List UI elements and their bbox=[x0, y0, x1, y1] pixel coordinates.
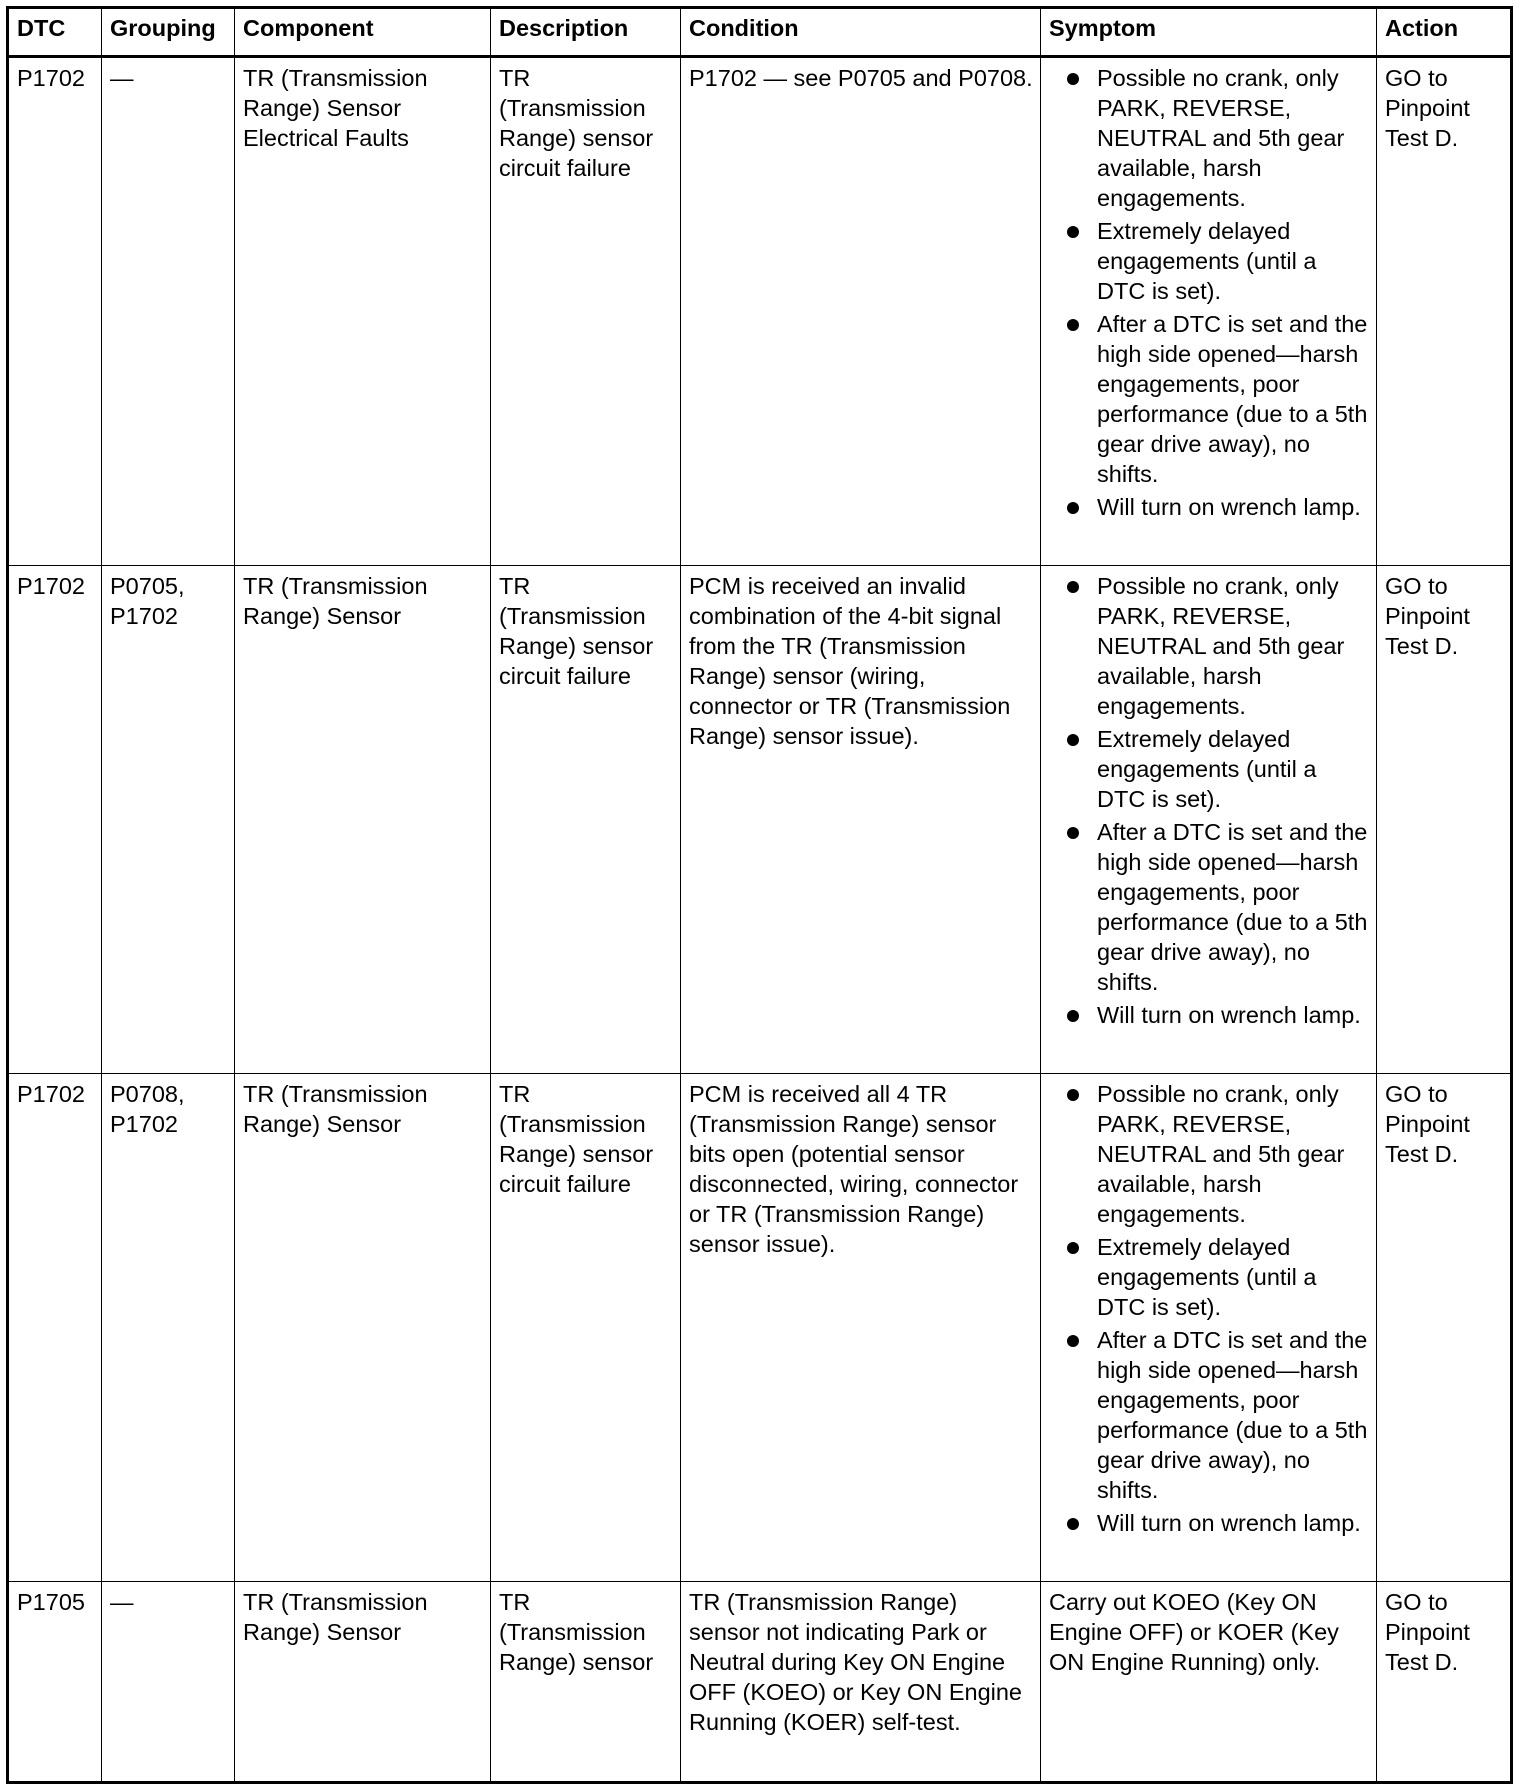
symptom-item bbox=[1049, 309, 1369, 489]
bullet-icon bbox=[1067, 827, 1079, 839]
bullet-icon bbox=[1067, 1518, 1079, 1530]
header-component: Component bbox=[235, 8, 491, 57]
symptom-item bbox=[1049, 724, 1369, 814]
description-cell: TR (Transmission Range) sensor circuit failure bbox=[491, 566, 681, 1074]
symptom-text: After a DTC is set and the high side opened—harsh engagements, poor performance (due to a 5th gear drive away), no shifts. bbox=[1097, 819, 1368, 995]
bullet-icon bbox=[1067, 1010, 1079, 1022]
component-cell: TR (Transmission Range) Sensor Electrical Faults bbox=[235, 57, 491, 566]
bullet-icon bbox=[1067, 581, 1079, 593]
symptom-cell bbox=[1041, 1074, 1377, 1582]
condition-cell: PCM is received all 4 TR (Transmission Range) sensor bits open (potential sensor disconnected, wiring, connector or TR (Transmission Range) sensor issue). bbox=[681, 1074, 1041, 1582]
symptom-item bbox=[1049, 1000, 1369, 1030]
condition-cell: TR (Transmission Range) sensor not indicating Park or Neutral during Key ON Engine OFF (KOEO) or Key ON Engine Running (KOER) self-test. bbox=[681, 1582, 1041, 1783]
description-cell: TR (Transmission Range) sensor bbox=[491, 1582, 681, 1783]
grouping-cell: — bbox=[102, 57, 235, 566]
bullet-icon bbox=[1067, 319, 1079, 331]
symptom-item bbox=[1049, 1325, 1369, 1505]
table-header bbox=[8, 8, 1512, 57]
grouping-cell: P0705, P1702 bbox=[102, 566, 235, 1074]
symptom-text: Possible no crank, only PARK, REVERSE, NEUTRAL and 5th gear available, harsh engagements. bbox=[1097, 573, 1345, 719]
table-row bbox=[8, 566, 1512, 1074]
header-description: Description bbox=[491, 8, 681, 57]
table-row bbox=[8, 57, 1512, 566]
bullet-icon bbox=[1067, 1089, 1079, 1101]
symptom-item bbox=[1049, 1232, 1369, 1322]
symptom-text: Possible no crank, only PARK, REVERSE, NEUTRAL and 5th gear available, harsh engagements. bbox=[1097, 65, 1345, 211]
action-cell: GO to Pinpoint Test D. bbox=[1377, 566, 1512, 1074]
condition-cell: P1702 — see P0705 and P0708. bbox=[681, 57, 1041, 566]
component-cell: TR (Transmission Range) Sensor bbox=[235, 566, 491, 1074]
dtc-cell: P1705 bbox=[8, 1582, 102, 1783]
symptom-list bbox=[1049, 63, 1369, 522]
header-row bbox=[8, 8, 1512, 57]
description-cell: TR (Transmission Range) sensor circuit failure bbox=[491, 57, 681, 566]
table-body bbox=[8, 57, 1512, 1783]
symptom-text: After a DTC is set and the high side opened—harsh engagements, poor performance (due to a 5th gear drive away), no shifts. bbox=[1097, 311, 1368, 487]
symptom-item bbox=[1049, 1508, 1369, 1538]
symptom-text: Possible no crank, only PARK, REVERSE, NEUTRAL and 5th gear available, harsh engagements. bbox=[1097, 1081, 1345, 1227]
symptom-text: Extremely delayed engagements (until a DTC is set). bbox=[1097, 1234, 1317, 1320]
symptom-text: Will turn on wrench lamp. bbox=[1097, 1002, 1361, 1028]
symptom-item bbox=[1049, 1079, 1369, 1229]
header-condition: Condition bbox=[681, 8, 1041, 57]
action-cell: GO to Pinpoint Test D. bbox=[1377, 1074, 1512, 1582]
symptom-item bbox=[1049, 492, 1369, 522]
symptom-cell bbox=[1041, 566, 1377, 1074]
component-cell: TR (Transmission Range) Sensor bbox=[235, 1582, 491, 1783]
bullet-icon bbox=[1067, 734, 1079, 746]
symptom-text: Extremely delayed engagements (until a DTC is set). bbox=[1097, 218, 1317, 304]
header-symptom: Symptom bbox=[1041, 8, 1377, 57]
symptom-text: After a DTC is set and the high side opened—harsh engagements, poor performance (due to a 5th gear drive away), no shifts. bbox=[1097, 1327, 1368, 1503]
bullet-icon bbox=[1067, 73, 1079, 85]
grouping-cell: — bbox=[102, 1582, 235, 1783]
symptom-cell: Carry out KOEO (Key ON Engine OFF) or KOER (Key ON Engine Running) only. bbox=[1041, 1582, 1377, 1783]
symptom-text: Extremely delayed engagements (until a DTC is set). bbox=[1097, 726, 1317, 812]
bullet-icon bbox=[1067, 1242, 1079, 1254]
header-action: Action bbox=[1377, 8, 1512, 57]
grouping-cell: P0708, P1702 bbox=[102, 1074, 235, 1582]
symptom-list bbox=[1049, 1079, 1369, 1538]
component-cell: TR (Transmission Range) Sensor bbox=[235, 1074, 491, 1582]
dtc-cell: P1702 bbox=[8, 566, 102, 1074]
table-row bbox=[8, 1582, 1512, 1783]
condition-cell: PCM is received an invalid combination of the 4-bit signal from the TR (Transmission Range) sensor (wiring, connector or TR (Transmission Range) sensor issue). bbox=[681, 566, 1041, 1074]
action-cell: GO to Pinpoint Test D. bbox=[1377, 1582, 1512, 1783]
table-row bbox=[8, 1074, 1512, 1582]
symptom-item bbox=[1049, 817, 1369, 997]
symptom-item bbox=[1049, 571, 1369, 721]
symptom-text: Will turn on wrench lamp. bbox=[1097, 1510, 1361, 1536]
description-cell: TR (Transmission Range) sensor circuit failure bbox=[491, 1074, 681, 1582]
symptom-list bbox=[1049, 571, 1369, 1030]
dtc-table bbox=[6, 6, 1513, 1784]
symptom-cell bbox=[1041, 57, 1377, 566]
symptom-item bbox=[1049, 63, 1369, 213]
bullet-icon bbox=[1067, 1335, 1079, 1347]
symptom-item bbox=[1049, 216, 1369, 306]
action-cell: GO to Pinpoint Test D. bbox=[1377, 57, 1512, 566]
dtc-cell: P1702 bbox=[8, 57, 102, 566]
header-grouping: Grouping bbox=[102, 8, 235, 57]
dtc-cell: P1702 bbox=[8, 1074, 102, 1582]
bullet-icon bbox=[1067, 226, 1079, 238]
bullet-icon bbox=[1067, 502, 1079, 514]
symptom-text: Will turn on wrench lamp. bbox=[1097, 494, 1361, 520]
header-dtc: DTC bbox=[8, 8, 102, 57]
